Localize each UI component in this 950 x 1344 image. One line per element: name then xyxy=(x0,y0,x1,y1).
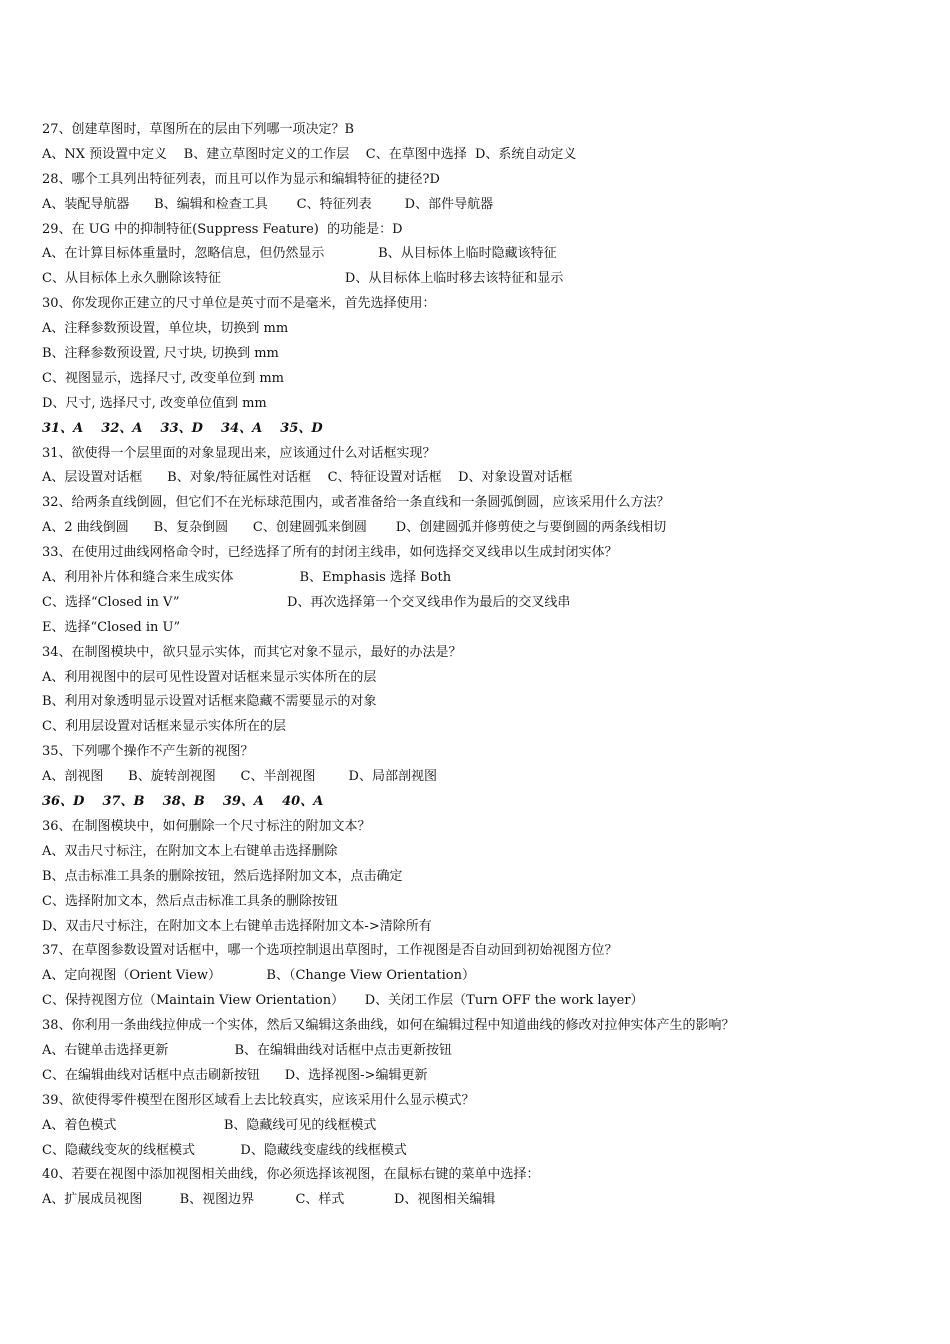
option-line: C、从目标体上永久删除该特征 D、从目标体上临时移去该特征和显示 xyxy=(42,271,564,287)
option-line: A、2 曲线倒圆 B、复杂倒圆 C、创建圆弧来倒圆 D、创建圆弧并修剪使之与要倒圆的两条线相切 xyxy=(42,520,667,536)
option-line: C、选择附加文本，然后点击标准工具条的删除按钮 xyxy=(42,893,338,909)
option-line: B、注释参数预设置, 尺寸块, 切换到 mm xyxy=(42,346,279,362)
option-line: A、利用视图中的层可见性设置对话框来显示实体所在的层 xyxy=(42,669,377,685)
question-line: 34、在制图模块中，欲只显示实体，而其它对象不显示，最好的办法是？ xyxy=(42,644,462,660)
question-line: 32、给两条直线倒圆，但它们不在光标球范围内，或者准备给一条直线和一条圆弧倒圆，应该采用什么方法？ xyxy=(42,495,670,511)
question-line: 33、在使用过曲线网格命令时，已经选择了所有的封闭主线串，如何选择交叉线串以生成封闭实体？ xyxy=(42,545,618,561)
question-line: 28、哪个工具列出特征列表，而且可以作为显示和编辑特征的捷径?D xyxy=(42,171,440,187)
option-line: A、层设置对话框 B、对象/特征属性对话框 C、特征设置对话框 D、对象设置对话框 xyxy=(42,470,573,486)
question-line: 40、若要在视图中添加视图相关曲线，你必须选择该视图，在鼠标右键的菜单中选择： xyxy=(42,1167,540,1183)
question-line: 29、在 UG 中的抑制特征(Suppress Feature) 的功能是：D xyxy=(42,221,403,237)
option-line: A、着色模式 B、隐藏线可见的线框模式 xyxy=(42,1117,377,1133)
question-line: 37、在草图参数设置对话框中，哪一个选项控制退出草图时，工作视图是否自动回到初始视图方位？ xyxy=(42,943,618,959)
question-line: 35、下列哪个操作不产生新的视图？ xyxy=(42,744,254,760)
question-line: 30、你发现你正建立的尺寸单位是英寸而不是毫米，首先选择使用： xyxy=(42,296,436,312)
option-line: E、选择“Closed in U” xyxy=(42,619,181,635)
answer-key-line: 36、D 37、B 38、B 39、A 40、A xyxy=(42,794,324,810)
question-line: 31、欲使得一个层里面的对象显现出来，应该通过什么对话框实现？ xyxy=(42,445,436,461)
option-line: A、装配导航器 B、编辑和检查工具 C、特征列表 D、部件导航器 xyxy=(42,196,494,212)
option-line: A、NX 预设置中定义 B、建立草图时定义的工作层 C、在草图中选择 D、系统自动定义 xyxy=(42,146,577,162)
option-line: A、右键单击选择更新 B、在编辑曲线对话框中点击更新按钮 xyxy=(42,1042,453,1058)
question-line: 39、欲使得零件模型在图形区域看上去比较真实，应该采用什么显示模式？ xyxy=(42,1092,475,1108)
option-line: C、视图显示，选择尺寸, 改变单位到 mm xyxy=(42,370,284,386)
answer-key-line: 31、A 32、A 33、D 34、A 35、D xyxy=(42,420,323,436)
option-line: C、保持视图方位（Maintain View Orientation） D、关闭工作层（Turn OFF the work layer） xyxy=(42,993,644,1009)
option-line: C、在编辑曲线对话框中点击刷新按钮 D、选择视图->编辑更新 xyxy=(42,1067,428,1083)
question-list xyxy=(42,118,922,1213)
option-line: B、利用对象透明显示设置对话框来隐藏不需要显示的对象 xyxy=(42,694,377,710)
option-line: C、隐藏线变灰的线框模式 D、隐藏线变虚线的线框模式 xyxy=(42,1142,407,1158)
option-line: B、点击标准工具条的删除按钮，然后选择附加文本，点击确定 xyxy=(42,868,403,884)
option-line: A、注释参数预设置，单位块，切换到 mm xyxy=(42,321,289,337)
option-line: A、利用补片体和缝合来生成实体 B、Emphasis 选择 Both xyxy=(42,570,452,586)
option-line: A、定向视图（Orient View） B、（Change View Orientation） xyxy=(42,968,475,984)
option-line: D、双击尺寸标注，在附加文本上右键单击选择附加文本->清除所有 xyxy=(42,918,432,934)
question-line: 36、在制图模块中，如何删除一个尺寸标注的附加文本？ xyxy=(42,818,371,834)
option-line: A、在计算目标体重量时，忽略信息，但仍然显示 B、从目标体上临时隐藏该特征 xyxy=(42,246,557,262)
question-line: 27、创建草图时，草图所在的层由下列哪一项决定？B xyxy=(42,122,355,137)
option-line: A、扩展成员视图 B、视图边界 C、样式 D、视图相关编辑 xyxy=(42,1192,496,1208)
option-line: D、尺寸, 选择尺寸, 改变单位值到 mm xyxy=(42,395,267,411)
option-line: C、选择“Closed in V” D、再次选择第一个交叉线串作为最后的交叉线串 xyxy=(42,594,571,610)
question-line: 38、你利用一条曲线拉伸成一个实体，然后又编辑这条曲线，如何在编辑过程中知道曲线的修改对拉伸实体产生的影响？ xyxy=(42,1018,735,1034)
option-line: A、双击尺寸标注，在附加文本上右键单击选择删除 xyxy=(42,843,338,859)
option-line: C、利用层设置对话框来显示实体所在的层 xyxy=(42,719,286,735)
option-line: A、剖视图 B、旋转剖视图 C、半剖视图 D、局部剖视图 xyxy=(42,769,437,785)
